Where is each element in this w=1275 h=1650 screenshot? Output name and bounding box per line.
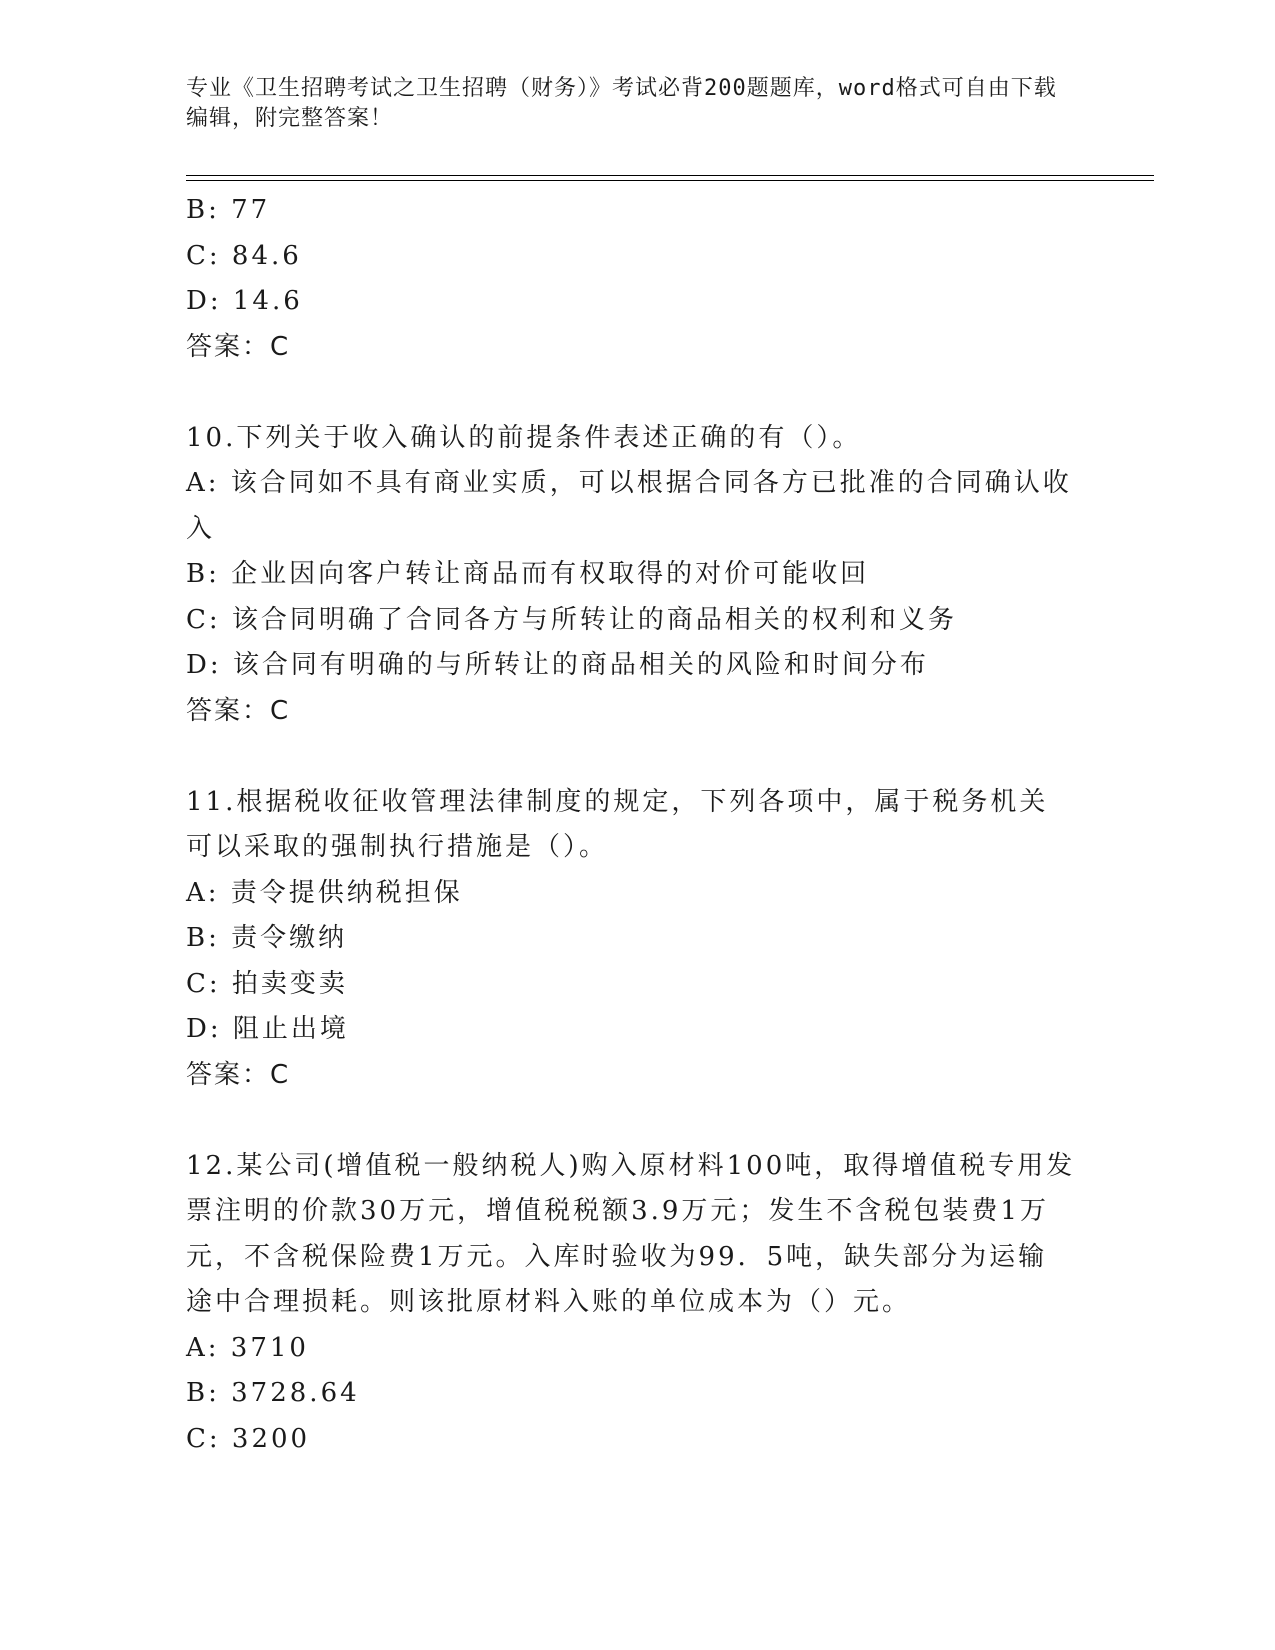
document-header: 专业《卫生招聘考试之卫生招聘（财务）》考试必背200题题库，word格式可自由下载编辑，附完整答案！ <box>186 76 1057 131</box>
question-10: 10.下列关于收入确认的前提条件表述正确的有（）。 <box>186 422 862 453</box>
question-11: 11.根据税收征收管理法律制度的规定，下列各项中，属于税务机关可以采取的强制执行措施是（）。 <box>186 786 1049 862</box>
option-b: B: 77 <box>186 195 271 225</box>
option-d: D: 14.6 <box>186 286 303 316</box>
question-12: 12.某公司(增值税一般纳税人)购入原材料100吨，取得增值税专用发票注明的价款30万元，增值税税额3.9万元；发生不含税包装费1万元，不含税保险费1万元。入库时验收为99．5吨，缺失部分为运输途中合理损耗。则该批原材料入账的单位成本为（）元。 <box>186 1150 1076 1317</box>
option-d: D: 阻止出境 <box>186 1014 349 1044</box>
option-a: A: 该合同如不具有商业实质，可以根据合同各方已批准的合同确认收入 <box>186 468 1072 544</box>
header-rule-top <box>186 175 1154 176</box>
option-c: C: 拍卖变卖 <box>186 968 348 999</box>
option-b: B: 企业因向客户转让商品而有权取得的对价可能收回 <box>186 559 870 589</box>
option-c: C: 3200 <box>186 1423 311 1454</box>
header-rule-bottom <box>186 180 1154 181</box>
option-a: A: 责令提供纳税担保 <box>186 877 463 908</box>
answer-line: 答案：C <box>186 1059 291 1090</box>
option-b: B: 责令缴纳 <box>186 923 348 953</box>
option-b: B: 3728.64 <box>186 1378 360 1408</box>
option-a: A: 3710 <box>186 1332 309 1363</box>
option-c: C: 84.6 <box>186 240 302 271</box>
option-d: D: 该合同有明确的与所转让的商品相关的风险和时间分布 <box>186 650 929 680</box>
option-c: C: 该合同明确了合同各方与所转让的商品相关的权利和义务 <box>186 604 957 635</box>
answer-line: 答案：C <box>186 695 291 726</box>
answer-line: 答案：C <box>186 331 291 362</box>
question-content <box>186 188 1076 1462</box>
